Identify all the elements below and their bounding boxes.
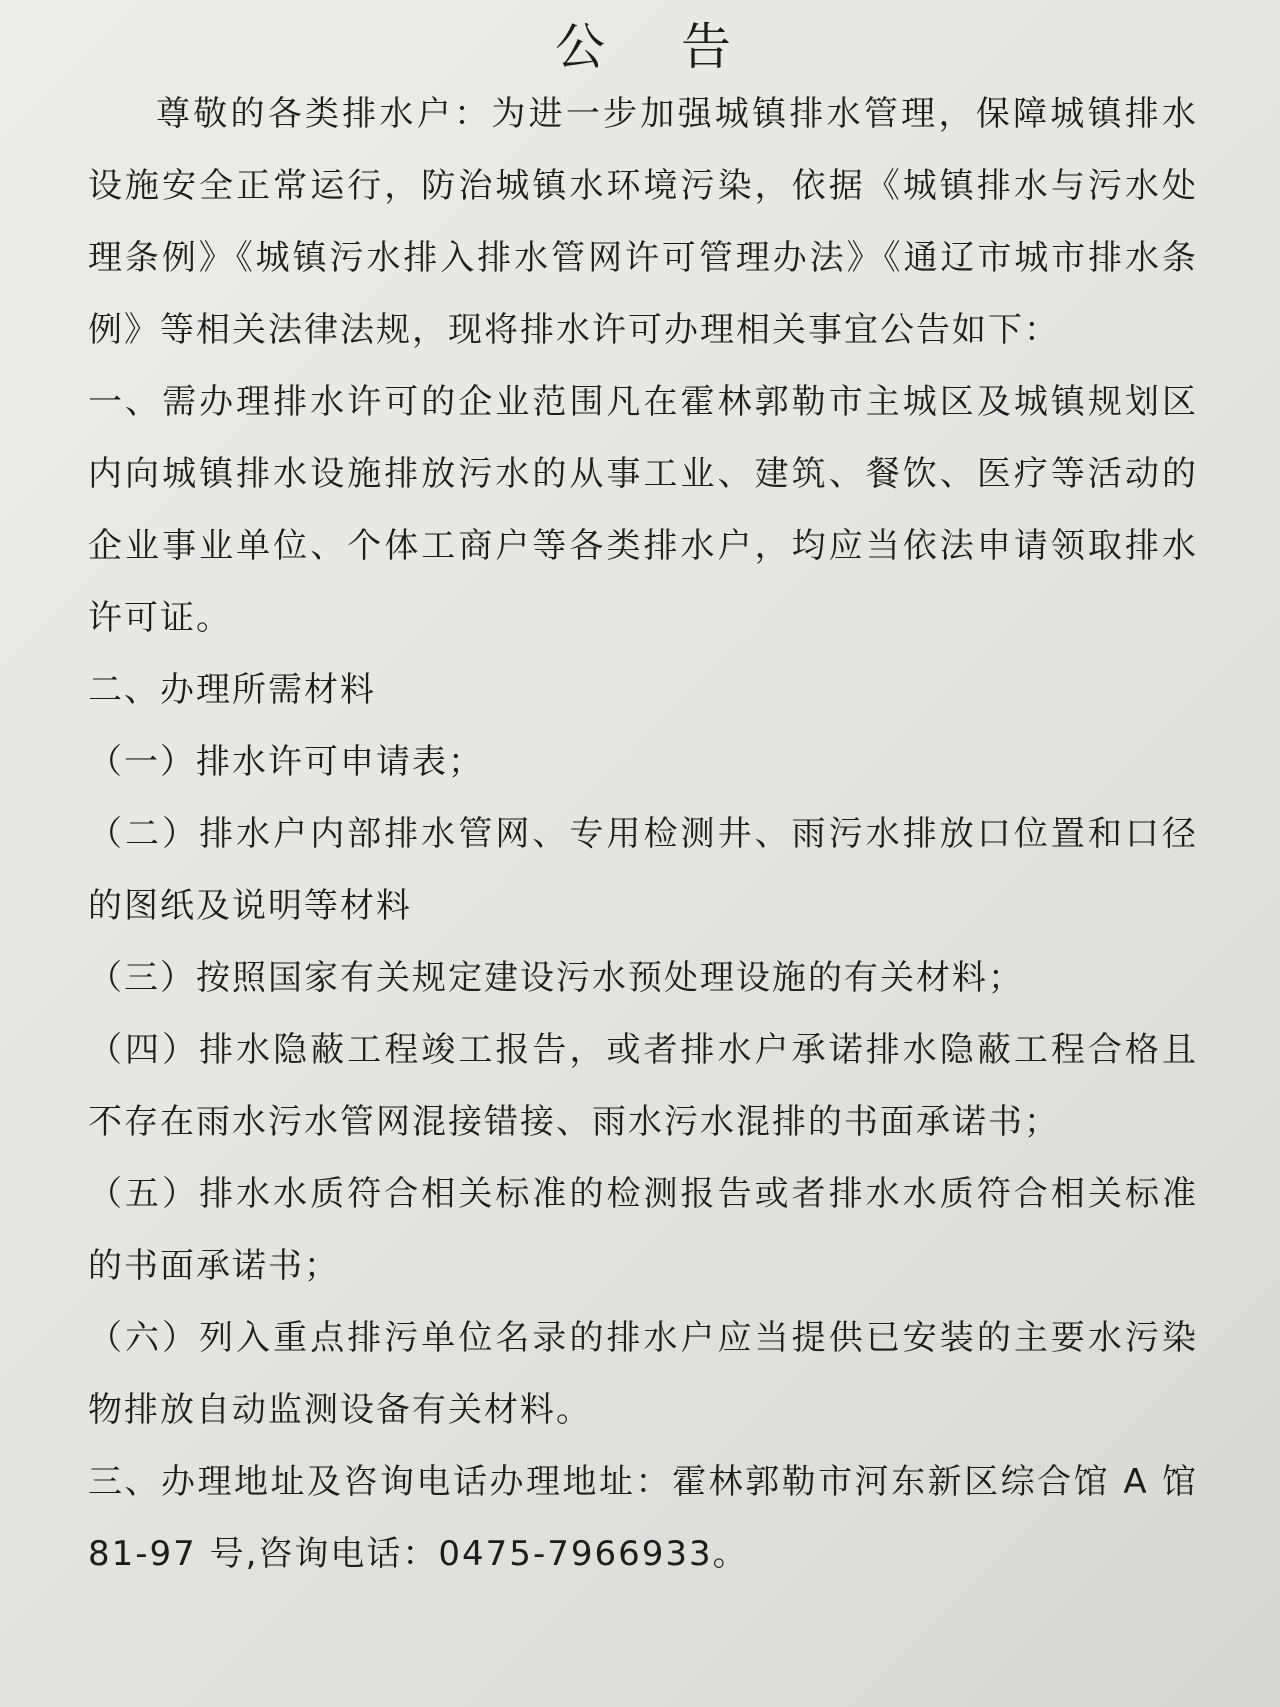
section-3-address-contact: 三、办理地址及咨询电话办理地址：霍林郭勒市河东新区综合馆 A 馆 81-97 号,咨询电话：0475-7966933。	[88, 1462, 1198, 1574]
material-item-2: （二）排水户内部排水管网、专用检测井、雨污水排放口位置和口径的图纸及说明等材料	[88, 814, 1198, 926]
section-2-heading: 二、办理所需材料	[88, 670, 376, 710]
material-item-4: （四）排水隐蔽工程竣工报告，或者排水户承诺排水隐蔽工程合格且不存在雨水污水管网混接错接、雨水污水混排的书面承诺书；	[88, 1030, 1198, 1142]
announcement-document	[88, 16, 1198, 1590]
material-item-6: （六）列入重点排污单位名录的排水户应当提供已安装的主要水污染物排放自动监测设备有关材料。	[88, 1318, 1198, 1430]
section-1-scope: 一、需办理排水许可的企业范围凡在霍林郭勒市主城区及城镇规划区内向城镇排水设施排放污水的从事工业、建筑、餐饮、医疗等活动的企业事业单位、个体工商户等各类排水户，均应当依法申请领取排水许可证。	[88, 382, 1198, 638]
material-item-5: （五）排水水质符合相关标准的检测报告或者排水水质符合相关标准的书面承诺书；	[88, 1174, 1198, 1286]
intro-paragraph: 尊敬的各类排水户：为进一步加强城镇排水管理，保障城镇排水设施安全正常运行，防治城镇水环境污染，依据《城镇排水与污水处理条例》《城镇污水排入排水管网许可管理办法》《通辽市城市排水条例》等相关法律法规，现将排水许可办理相关事宜公告如下：	[88, 94, 1198, 350]
announcement-title: 公 告	[555, 18, 761, 76]
material-item-3: （三）按照国家有关规定建设污水预处理设施的有关材料；	[88, 958, 1024, 998]
material-item-1: （一）排水许可申请表；	[88, 742, 484, 782]
